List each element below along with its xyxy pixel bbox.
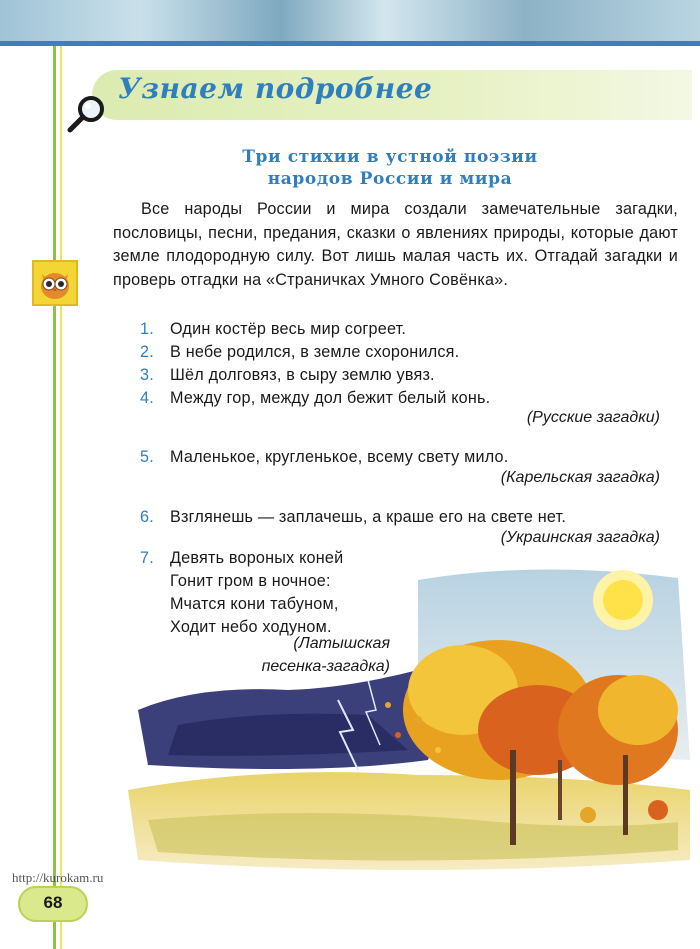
riddle-item: [140, 387, 490, 409]
riddle-number: 4.: [140, 389, 154, 407]
source-line: песенка-загадка): [261, 658, 390, 675]
riddle-item: [140, 318, 406, 340]
riddle-text: Взглянешь — заплачешь, а краше его на свете нет.: [170, 508, 567, 526]
riddle-item: [140, 446, 508, 468]
top-decorative-strip: [0, 0, 700, 42]
riddle-number: 2.: [140, 343, 154, 361]
poem-line: Девять вороных коней: [170, 549, 344, 567]
riddle-number: 5.: [140, 448, 154, 466]
magnifier-icon: [64, 92, 108, 136]
poem-line: Ходит небо ходуном.: [170, 618, 332, 636]
margin-line: [53, 46, 56, 949]
riddle-text: Шёл долговяз, в сыру землю увяз.: [170, 366, 435, 384]
riddle-source: (Русские загадки): [526, 409, 660, 426]
page-number: 68: [43, 893, 63, 912]
source-line: (Латышская: [293, 635, 390, 652]
riddle-text: Маленькое, кругленькое, всему свету мило.: [170, 448, 509, 466]
owl-icon: [34, 262, 76, 304]
riddle-number: 7.: [140, 549, 154, 567]
riddle-source: (Украинская загадка): [500, 529, 660, 546]
page-heading: [190, 146, 590, 190]
poem-line: Гонит гром в ночное:: [170, 572, 331, 590]
poem-line: Мчатся кони табуном,: [170, 595, 339, 613]
riddle-number: 6.: [140, 508, 154, 526]
riddle-item: [140, 506, 566, 528]
heading-line-2: народов России и мира: [267, 169, 513, 189]
riddle-number: 1.: [140, 320, 154, 338]
riddle-number: 3.: [140, 366, 154, 384]
owl-badge: [32, 260, 78, 306]
riddle-text: В небе родился, в земле схоронился.: [170, 343, 460, 361]
autumn-storm-illustration: [118, 560, 690, 880]
section-title: Узнаем подробнее: [118, 72, 433, 105]
riddle-source: (Карельская загадка): [500, 469, 660, 486]
riddle-text: Один костёр весь мир согреет.: [170, 320, 407, 338]
intro-paragraph: Все народы России и мира создали замечательные загадки, пословицы, песни, предания, сказки о явлениях природы, которые дают земле плодородную силу. Вот лишь малая часть их. Отгадай загадки и проверь отгадки на «Страничках Умного Совёнка».: [113, 200, 678, 289]
site-url: http://kurokam.ru: [12, 870, 104, 885]
riddle-text: Между гор, между дол бежит белый конь.: [170, 389, 491, 407]
margin-line-secondary: [60, 46, 62, 949]
riddle-item: [140, 341, 459, 363]
heading-line-1: Три стихии в устной поэзии: [242, 147, 538, 167]
riddle-item: [140, 364, 435, 386]
